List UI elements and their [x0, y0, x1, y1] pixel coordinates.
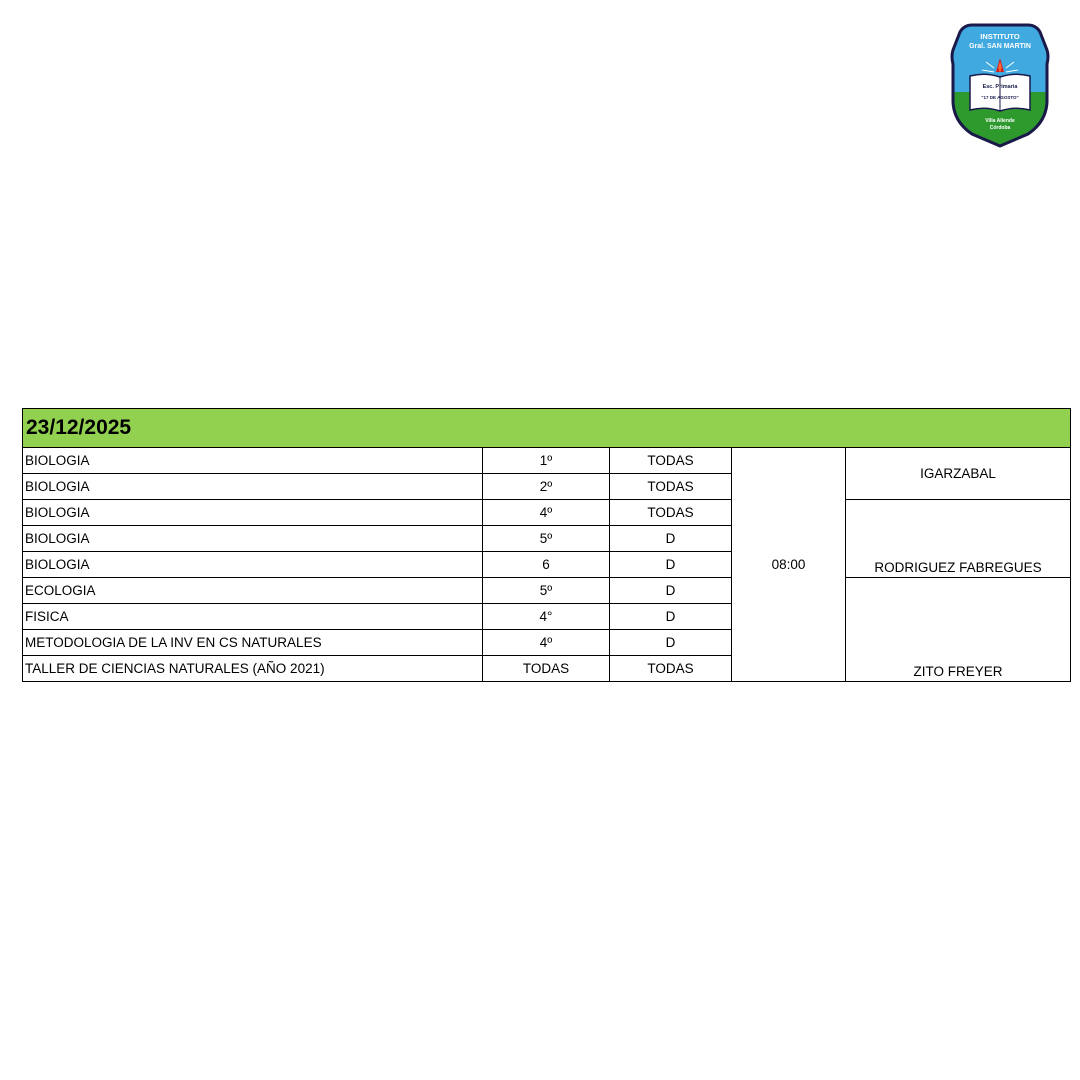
subject-cell: FISICA [23, 604, 483, 630]
division-cell: TODAS [610, 656, 732, 682]
crest-text-5: Villa Allende [985, 118, 1015, 124]
exam-schedule-table [22, 408, 1071, 682]
subject-cell: BIOLOGIA [23, 526, 483, 552]
teacher-cell: RODRIGUEZ FABREGUES [846, 500, 1071, 578]
crest-text-3: Esc. Primaria [982, 84, 1018, 90]
crest-text-1: INSTITUTO [980, 32, 1020, 41]
subject-cell: ECOLOGIA [23, 578, 483, 604]
subject-cell: BIOLOGIA [23, 552, 483, 578]
year-cell: TODAS [483, 656, 610, 682]
year-cell: 5º [483, 526, 610, 552]
year-cell: 4º [483, 630, 610, 656]
year-cell: 5º [483, 578, 610, 604]
date-header-row [23, 409, 1071, 448]
school-crest-logo [950, 22, 1050, 148]
table-row [23, 578, 1071, 604]
year-cell: 4° [483, 604, 610, 630]
year-cell: 4º [483, 500, 610, 526]
subject-cell: BIOLOGIA [23, 474, 483, 500]
year-cell: 6 [483, 552, 610, 578]
year-cell: 2º [483, 474, 610, 500]
division-cell: TODAS [610, 448, 732, 474]
exam-time-cell: 08:00 [732, 448, 846, 682]
crest-text-2: Gral. SAN MARTIN [969, 43, 1031, 50]
division-cell: D [610, 604, 732, 630]
table-row [23, 500, 1071, 526]
table-row [23, 448, 1071, 474]
division-cell: D [610, 630, 732, 656]
crest-text-6: Córdoba [989, 125, 1011, 131]
crest-text-4: "17 DE AGOSTO" [981, 95, 1019, 100]
teacher-cell: IGARZABAL [846, 448, 1071, 500]
division-cell: D [610, 526, 732, 552]
subject-cell: TALLER DE CIENCIAS NATURALES (AÑO 2021) [23, 656, 483, 682]
division-cell: D [610, 552, 732, 578]
division-cell: TODAS [610, 474, 732, 500]
subject-cell: BIOLOGIA [23, 500, 483, 526]
teacher-cell: ZITO FREYER [846, 578, 1071, 682]
subject-cell: BIOLOGIA [23, 448, 483, 474]
division-cell: D [610, 578, 732, 604]
division-cell: TODAS [610, 500, 732, 526]
subject-cell: METODOLOGIA DE LA INV EN CS NATURALES [23, 630, 483, 656]
schedule-date: 23/12/2025 [23, 409, 1071, 448]
crest-book-icon [970, 74, 1030, 111]
year-cell: 1º [483, 448, 610, 474]
